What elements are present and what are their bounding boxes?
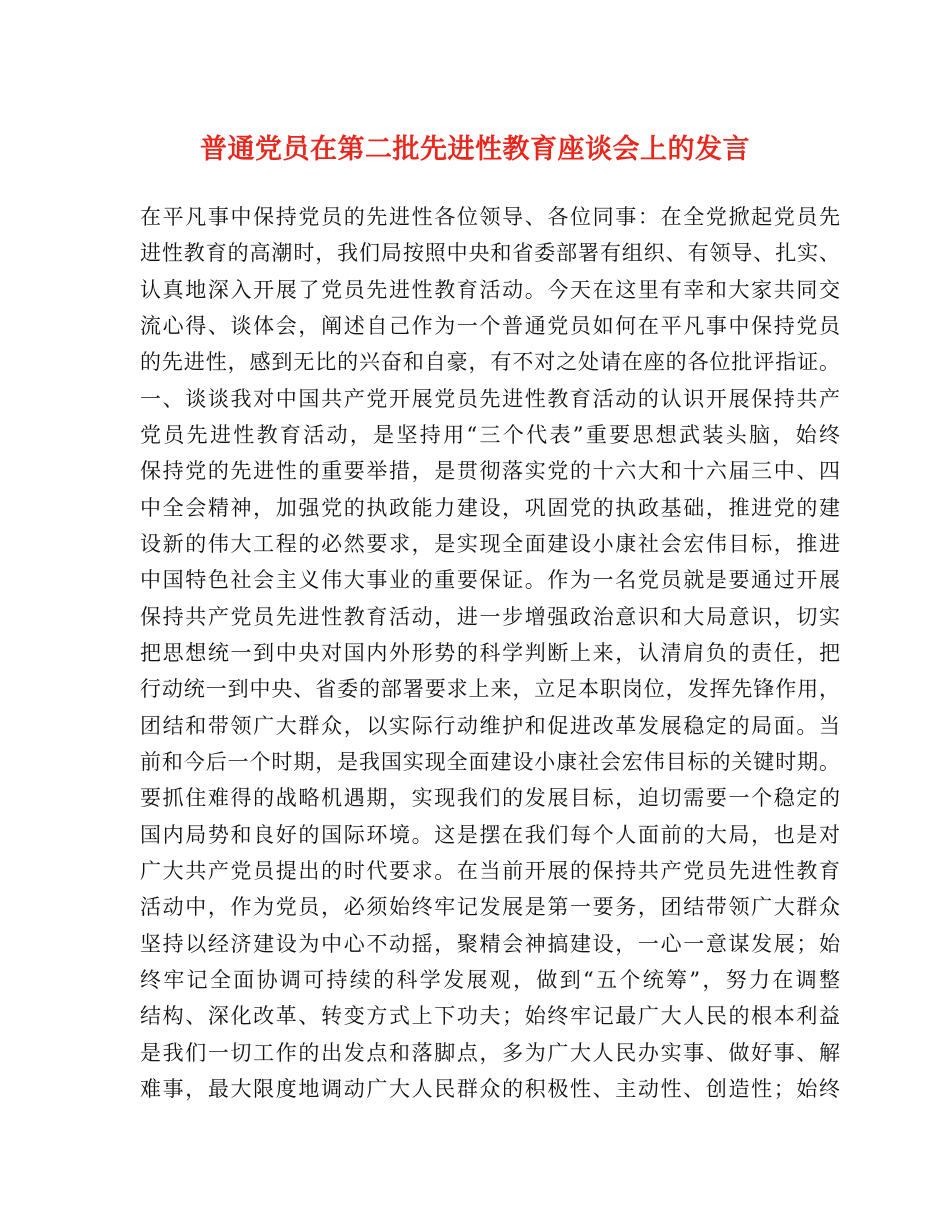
body-line: 设新的伟大工程的必然要求，是实现全面建设小康社会宏伟目标，推进 [140, 531, 840, 556]
body-line: 前和今后一个时期，是我国实现全面建设小康社会宏伟目标的关键时期。 [140, 749, 840, 774]
body-line: 团结和带领广大群众，以实际行动维护和促进改革发展稳定的局面。当 [140, 713, 840, 738]
body-line: 进性教育的高潮时，我们局按照中央和省委部署有组织、有领导、扎实、 [140, 241, 840, 266]
body-line: 活动中，作为党员，必须始终牢记发展是第一要务，团结带领广大群众 [140, 895, 840, 920]
body-line: 保持党的先进性的重要举措，是贯彻落实党的十六大和十六届三中、四 [140, 459, 840, 484]
body-line: 终牢记全面协调可持续的科学发展观，做到“五个统筹”，努力在调整 [140, 967, 840, 992]
body-line: 流心得、谈体会，阐述自己作为一个普通党员如何在平凡事中保持党员 [140, 313, 840, 338]
body-line: 认真地深入开展了党员先进性教育活动。今天在这里有幸和大家共同交 [140, 277, 840, 302]
body-line: 行动统一到中央、省委的部署要求上来，立足本职岗位，发挥先锋作用， [140, 677, 840, 702]
body-line: 保持共产党员先进性教育活动，进一步增强政治意识和大局意识，切实 [140, 604, 840, 629]
body-line: 中国特色社会主义伟大事业的重要保证。作为一名党员就是要通过开展 [140, 568, 840, 593]
body-line: 的先进性，感到无比的兴奋和自豪，有不对之处请在座的各位批评指证。 [140, 350, 840, 375]
body-line: 是我们一切工作的出发点和落脚点，多为广大人民办实事、做好事、解 [140, 1040, 840, 1065]
body-line: 党员先进性教育活动，是坚持用“三个代表”重要思想武装头脑，始终 [140, 422, 840, 447]
body-line: 要抓住难得的战略机遇期，实现我们的发展目标，迫切需要一个稳定的 [140, 786, 840, 811]
document-body [140, 199, 840, 1107]
body-line: 国内局势和良好的国际环境。这是摆在我们每个人面前的大局，也是对 [140, 822, 840, 847]
body-line: 把思想统一到中央对国内外形势的科学判断上来，认清肩负的责任，把 [140, 640, 840, 665]
body-line: 难事，最大限度地调动广大人民群众的积极性、主动性、创造性；始终 [140, 1076, 840, 1101]
body-line: 在平凡事中保持党员的先进性各位领导、各位同事：在全党掀起党员先 [140, 205, 840, 229]
body-line: 一、谈谈我对中国共产党开展党员先进性教育活动的认识开展保持共产 [140, 386, 840, 411]
body-line: 中全会精神，加强党的执政能力建设，巩固党的执政基础，推进党的建 [140, 495, 840, 520]
body-line: 结构、深化改革、转变方式上下功夫；始终牢记最广大人民的根本利益 [140, 1004, 840, 1029]
body-line: 广大共产党员提出的时代要求。在当前开展的保持共产党员先进性教育 [140, 858, 840, 883]
document-title: 普通党员在第二批先进性教育座谈会上的发言 [200, 134, 750, 165]
body-line: 坚持以经济建设为中心不动摇，聚精会神搞建设，一心一意谋发展；始 [140, 931, 840, 956]
